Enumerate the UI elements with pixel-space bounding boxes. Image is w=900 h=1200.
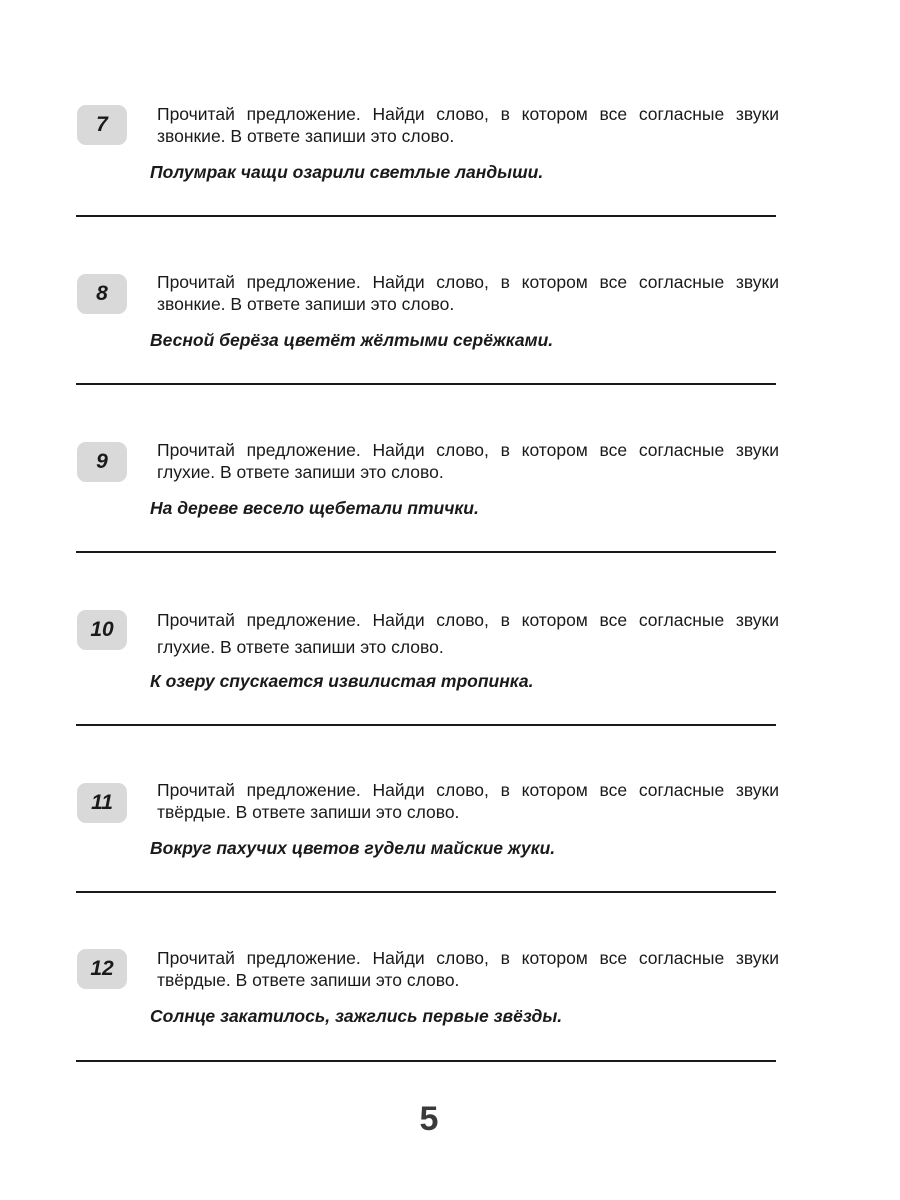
task-sentence: На дереве весело щебетали птички. — [150, 498, 479, 518]
task-sentence: Весной берёза цветёт жёлтыми серёжками. — [150, 330, 554, 350]
task-number-badge: 11 — [77, 783, 127, 823]
task-number-badge: 12 — [77, 949, 127, 989]
task-number-badge: 7 — [77, 105, 127, 145]
task-sentence: Солнце закатилось, зажглись первые звёзды. — [150, 1006, 563, 1026]
answer-line[interactable] — [76, 383, 776, 385]
task-instruction: Прочитай предложение. Найди слово, в котором все согласные звуки твёрдые. В ответе запиши это слово. — [157, 780, 779, 822]
task-sentence: Вокруг пахучих цветов гудели майские жуки. — [150, 838, 556, 858]
task-sentence: К озеру спускается извилистая тропинка. — [150, 671, 534, 691]
page-number: 5 — [419, 1100, 439, 1138]
task-instruction: Прочитай предложение. Найди слово, в котором все согласные звуки звонкие. В ответе запиши это слово. — [157, 104, 779, 146]
answer-line[interactable] — [76, 551, 776, 553]
task-number-badge: 9 — [77, 442, 127, 482]
answer-line[interactable] — [76, 724, 776, 726]
task-number-badge: 10 — [77, 610, 127, 650]
task-instruction: Прочитай предложение. Найди слово, в котором все согласные звуки глухие. В ответе запиши это слово. — [157, 440, 779, 482]
task-sentence: Полумрак чащи озарили светлые ландыши. — [150, 162, 544, 182]
task-instruction: Прочитай предложение. Найди слово, в котором все согласные звуки звонкие. В ответе запиши это слово. — [157, 272, 779, 314]
answer-line[interactable] — [76, 215, 776, 217]
task-instruction: Прочитай предложение. Найди слово, в котором все согласные звуки глухие. В ответе запиши это слово. — [157, 610, 779, 657]
answer-line[interactable] — [76, 891, 776, 893]
answer-line[interactable] — [76, 1060, 776, 1062]
task-instruction: Прочитай предложение. Найди слово, в котором все согласные звуки твёрдые. В ответе запиши это слово. — [157, 948, 779, 990]
task-number-badge: 8 — [77, 274, 127, 314]
